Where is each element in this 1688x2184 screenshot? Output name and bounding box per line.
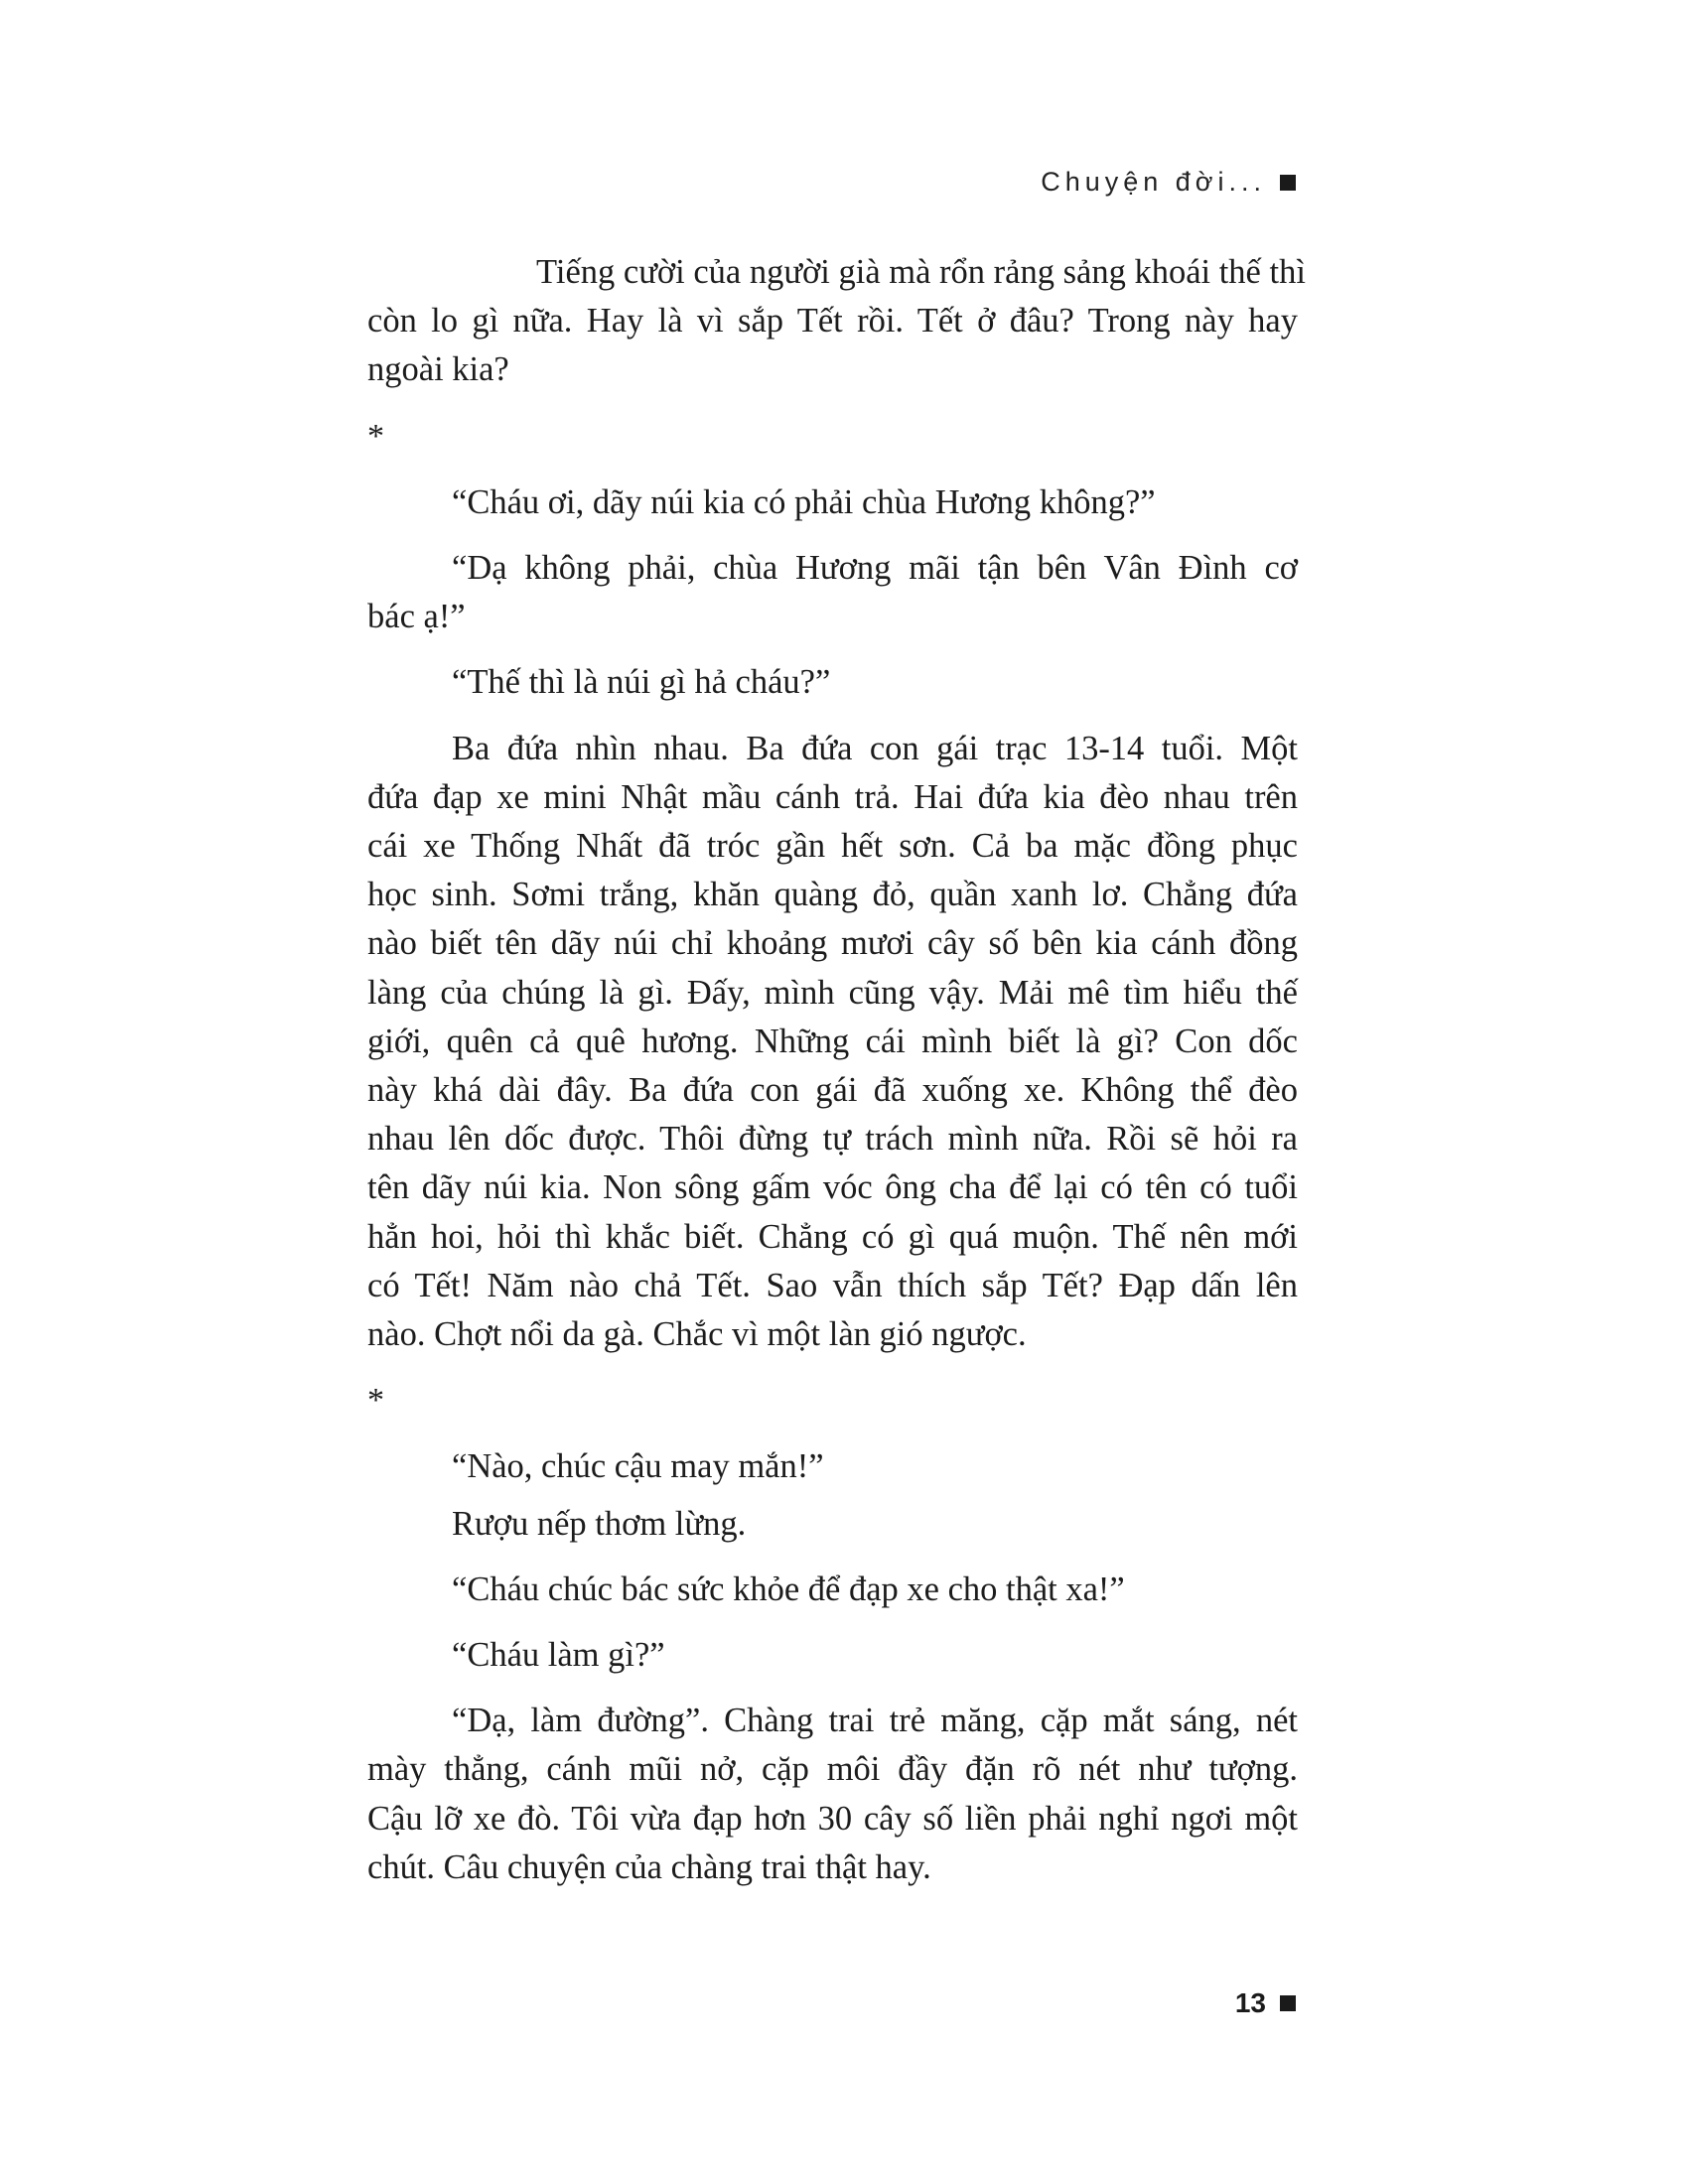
text-line: Tiếng cười của người già mà rổn rảng sảng khoái thế thì	[536, 253, 1306, 291]
text-line: có Tết! Năm nào chả Tết. Sao vẫn thích sắp Tết? Đạp dấn lên	[367, 1266, 1298, 1304]
text-line: đứa đạp xe mini Nhật mầu cánh trả. Hai đứa kia đèo nhau trên	[367, 777, 1298, 816]
text-line: mày thẳng, cánh mũi nở, cặp môi đầy đặn rõ nét như tượng.	[367, 1750, 1298, 1789]
text-line: nào biết tên dãy núi chỉ khoảng mươi cây số bên kia cánh đồng	[367, 924, 1298, 963]
running-title: Chuyện đời...	[1041, 167, 1266, 197]
text-line: hẳn hoi, hỏi thì khắc biết. Chẳng có gì quá muộn. Thế nên mới	[367, 1217, 1298, 1256]
text-line: làng của chúng là gì. Đấy, mình cũng vậy. Mải mê tìm hiểu thế	[367, 973, 1298, 1012]
paragraph	[367, 1697, 1298, 1892]
text-line: Ba đứa nhìn nhau. Ba đứa con gái trạc 13-14 tuổi. Một	[452, 729, 1298, 767]
text-line: ngoài kia?	[367, 350, 509, 389]
text-line: nhau lên dốc được. Thôi đừng tự trách mình nữa. Rồi sẽ hỏi ra	[367, 1120, 1298, 1159]
page-number	[1235, 1987, 1296, 2019]
text-line: còn lo gì nữa. Hay là vì sắp Tết rồi. Tết ở đâu? Trong này hay	[367, 302, 1298, 341]
dialogue-line: “Thế thì là núi gì hả cháu?”	[452, 663, 831, 702]
dialogue-line: “Cháu làm gì?”	[452, 1636, 665, 1675]
paragraph: Rượu nếp thơm lừng.	[452, 1504, 747, 1543]
body-text	[367, 248, 1306, 1892]
dialogue-line: “Nào, chúc cậu may mắn!”	[452, 1447, 824, 1486]
dialogue-line: “Cháu ơi, dãy núi kia có phải chùa Hương không?”	[452, 482, 1156, 521]
dialogue-line: “Cháu chúc bác sức khỏe để đạp xe cho thật xa!”	[452, 1570, 1125, 1608]
text-line: “Dạ, làm đường”. Chàng trai trẻ măng, cặp mắt sáng, nét	[452, 1702, 1298, 1740]
paragraph	[367, 725, 1298, 1360]
section-separator: *	[367, 1382, 384, 1420]
text-line: “Dạ không phải, chùa Hương mãi tận bên Vân Đình cơ	[452, 549, 1298, 588]
text-line: cái xe Thống Nhất đã tróc gần hết sơn. Cả ba mặc đồng phục	[367, 827, 1298, 866]
text-line: tên dãy núi kia. Non sông gấm vóc ông cha để lại có tên có tuổi	[367, 1168, 1298, 1207]
text-line: Cậu lỡ xe đò. Tôi vừa đạp hơn 30 cây số liền phải nghỉ ngơi một	[367, 1799, 1298, 1838]
running-header	[1041, 167, 1296, 198]
dialogue-line	[367, 544, 1298, 641]
text-line: chút. Câu chuyện của chàng trai thật hay.	[367, 1847, 931, 1886]
paragraph	[367, 248, 1306, 395]
text-line: giới, quên cả quê hương. Những cái mình biết là gì? Con dốc	[367, 1022, 1298, 1060]
square-bullet-icon	[1280, 175, 1296, 191]
section-separator: *	[367, 417, 384, 455]
text-line: học sinh. Sơmi trắng, khăn quàng đỏ, quần xanh lơ. Chẳng đứa	[367, 876, 1298, 914]
page-number-text: 13	[1234, 1987, 1266, 2018]
square-bullet-icon	[1280, 1995, 1296, 2011]
text-line: này khá dài đây. Ba đứa con gái đã xuống xe. Không thể đèo	[367, 1071, 1298, 1110]
text-line: bác ạ!”	[367, 598, 466, 636]
text-line: nào. Chợt nổi da gà. Chắc vì một làn gió ngược.	[367, 1315, 1027, 1354]
